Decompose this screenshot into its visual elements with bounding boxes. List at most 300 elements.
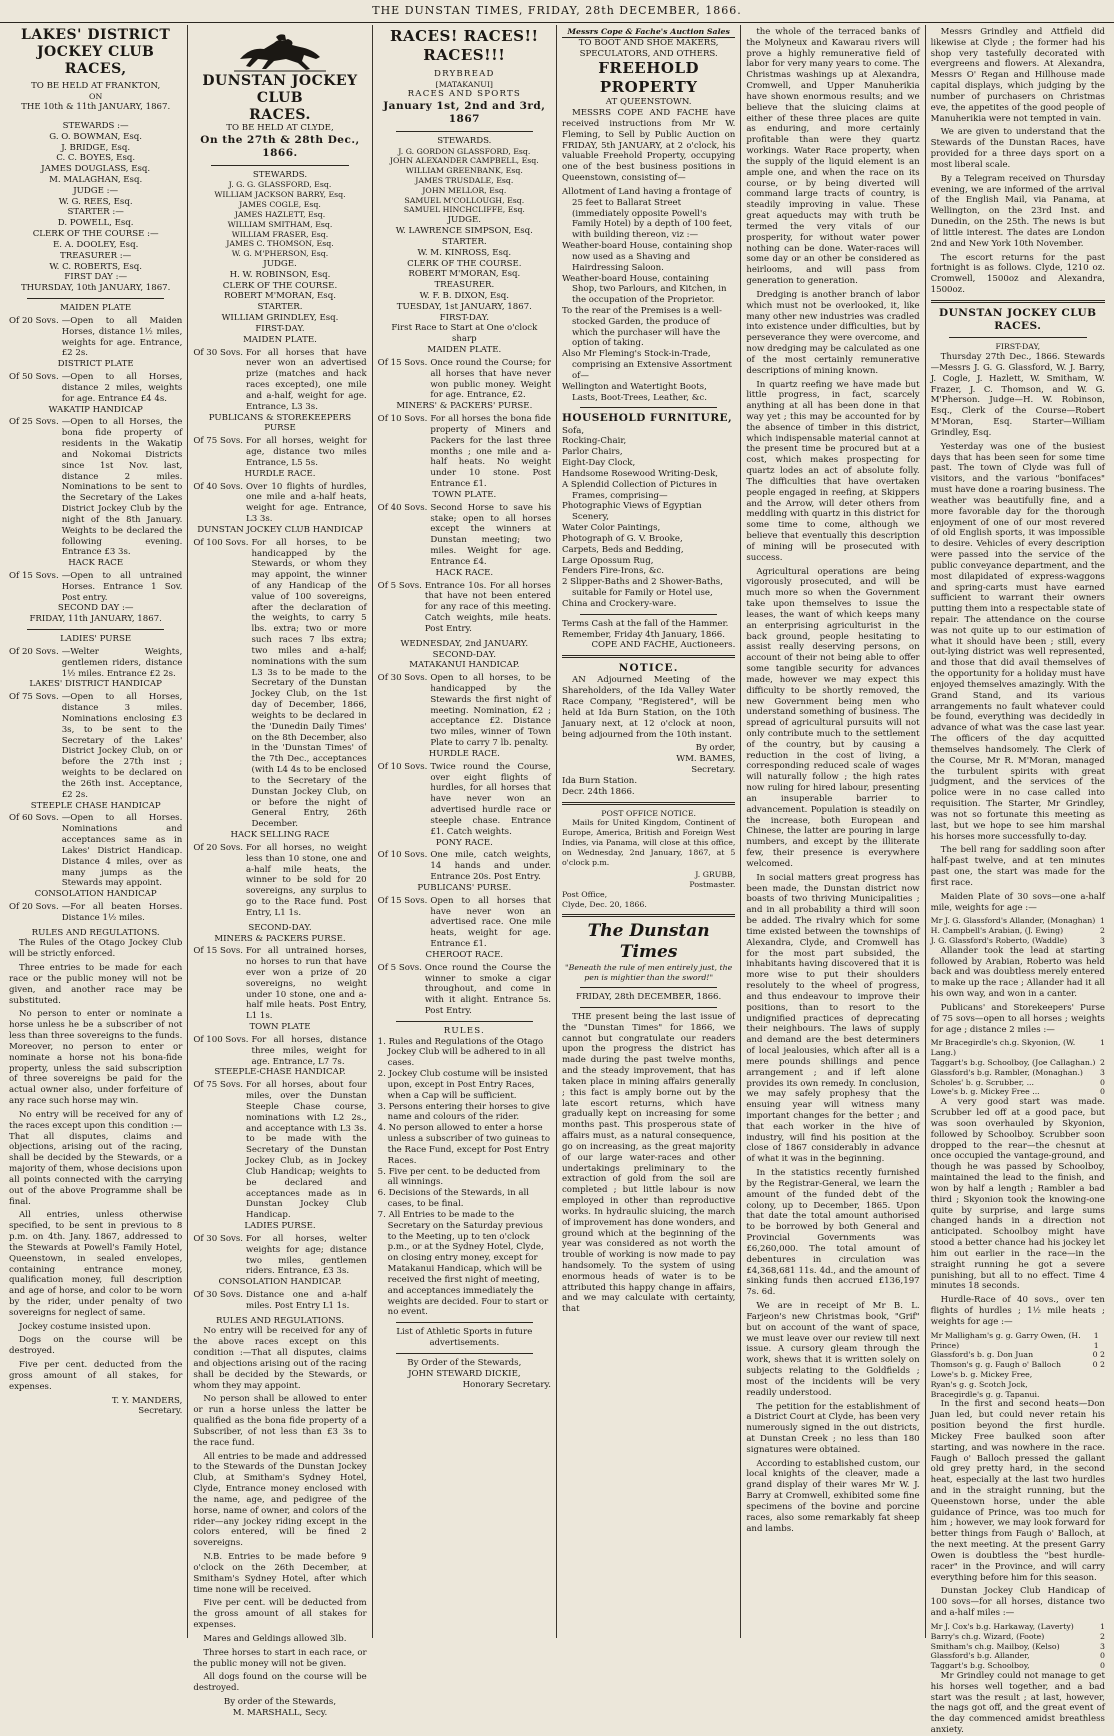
stewards-list <box>193 180 366 259</box>
starter-label: STARTER. <box>441 236 487 247</box>
auction-intro: MESSRS COPE AND FACHE have received instructions from Mr W. Fleming, to Sell by Public Auction on FRIDAY, 5th JANUARY, at 2 o'clock, his valuable Freehold Property, occupying one of the best business positions in Queenstown, consisting of— <box>561 108 736 184</box>
race-title: CHEROOT RACE. <box>425 949 504 960</box>
horse-name: Lowe's b. g. Mickey Free ... <box>930 1087 1040 1097</box>
report-paragraph: Thursday 27th Dec., 1866. Stewards—Messrs J. G. G. Glassford, W. J. Barry, J. Cogle, J. Hazlett, W. Smitham, W. Frazer, J. C. Thomson, and W. G. M'Pherson. Judge—H. W. Robinson, Esq., Clerk of the Course—Robert M'Moran, Esq. Starter—William Grindley, Esq. <box>930 352 1105 438</box>
race-list <box>378 345 551 635</box>
race-stake: Of 20 Sovs. <box>193 842 244 853</box>
starter: W. M. KINROSS, Esq. <box>417 247 512 258</box>
rules-list <box>378 1037 551 1319</box>
race-stake: Of 100 Sovs. <box>193 537 249 548</box>
horse-name: Scholes' b. g. Scrubber, ... <box>930 1077 1035 1087</box>
result-row <box>931 916 1105 926</box>
result-row <box>931 1068 1105 1078</box>
clerk-label: CLERK OF THE COURSE. <box>407 258 522 269</box>
race-stake: Of 30 Sovs. <box>193 1233 244 1244</box>
race-list <box>9 303 182 603</box>
judge-label: JUDGE. <box>263 258 297 269</box>
race-title: HURDLE RACE. <box>428 748 500 759</box>
steward: JAMES C. THOMSON, Esq. <box>226 239 334 249</box>
report-paragraph: A very good start was made. Scrubber led off at a good pace, but was soon overhauled by Skyonion, followed by Schoolboy. Scrubber soon dropped to the rear—the chesnut at once occupied the vantage-ground, and though he was passed by Schoolboy, maintained the lead to the finish, and won by half a length ; Rambler a bad third ; Skyonion took the knowing-one quite by surprise, and large sums changed hands in a direction not anticipated. Schoolboy might have stood a better chance had his jockey let him out earlier in the race—in the straight running he got a severe punishing, but all to no effect. Time 4 minutes 18 seconds. <box>930 1097 1105 1292</box>
news-paragraphs <box>931 27 1105 296</box>
placing: 1 <box>1100 1621 1105 1631</box>
day-label: FIRST DAY :— <box>64 272 128 283</box>
race-report-day: FIRST-DAY, <box>995 342 1041 352</box>
pictures-list <box>562 501 735 609</box>
race-entry <box>9 571 182 603</box>
day-label: SECOND-DAY. <box>248 922 312 933</box>
picture-item: China and Crockery-ware. <box>561 598 677 609</box>
rule-item: Five per cent. will be deducted from the gross amount of all stakes for expenses. <box>193 1598 367 1631</box>
terms: Terms Cash at the fall of the Hammer. <box>561 618 729 629</box>
steward: WILLIAM JACKSON BARRY, Esq. <box>214 190 346 200</box>
race-stake: Of 40 Sovs. <box>377 502 428 513</box>
treasurer: W. F. B. DIXON, Esq. <box>419 291 509 301</box>
treasurer: W. C. ROBERTS, Esq. <box>49 261 142 272</box>
race-entry <box>193 843 366 919</box>
furniture-item: Rocking-Chair, <box>561 436 627 447</box>
editorial-paragraph: In the statistics recently furnished by the Registrar-General, we learn the amount of the funded debt of the colony, up to December, 1865. Upon that date the total amount authorised to be borrowed by both General and Provincial Governments was £6,260,000. The total amount of debentures in circulation was £4,368,681 11s. 4d., and the amount of sinking funds then accrued £136,197 7s. 6d. <box>746 1168 920 1298</box>
race-entry <box>193 1290 366 1312</box>
column-lakes-district-races <box>4 25 188 1638</box>
horse-name: Bracegirdle's g. g. Tapanui. <box>930 1389 1040 1399</box>
result-row <box>931 1078 1105 1088</box>
race-stake: Of 75 Sovs. <box>9 692 59 703</box>
judge: W. G. REES, Esq. <box>58 196 133 207</box>
placing: 3 <box>1100 935 1105 945</box>
horse-name: Taggart's b.g. Schoolboy, (Joe Callaghan.) <box>930 1058 1096 1068</box>
rule-item: 6. Decisions of the Stewards, in all cases, to be final. <box>377 1188 530 1210</box>
race-entry <box>9 417 182 558</box>
stewards-label: STEWARDS :— <box>62 120 129 131</box>
placing: 1 <box>1100 916 1105 926</box>
furniture-item: Parlor Chairs, <box>561 447 623 458</box>
editorial-paragraph: THE present being the last issue of the "Dunstan Times" for 1866, we cannot but congratulate our readers upon the progress the district has made during the past twelve months, and the steady improvement, that has taken place in mining affairs generally ; this fact is amply borne out by the late escort returns, which have gradually kept on increasing for some months past. This prosperous state of affairs must, as a natural consequence, go on increasing, as the great majority of our large water-races and other undertakings preliminary to the extraction of gold from the soil are completed ; but little labour is now employed in other than reproductive works. In hydraulic sluicing, the march of improvement has done wonders, and ground which at the beginning of the year was considered as not worth the trouble of working is now made to pay handsomely. To the system of using enormous heads of water is to be attributed this happy change in affairs, and we may calculate with certainty, that <box>561 1011 736 1315</box>
race-conditions: —Open to all Horses, the bona fide property of residents in the Wakatip and Nokomai Districts since 1st Nov. last, distance 2 miles. Nominations to be sent to the Secretary of the Lakes District Jockey Club by the night of the 8th January. Weights to be declared the following evening. Entrance £3 3s. <box>61 417 183 558</box>
placing: 0 2 <box>1092 1350 1105 1360</box>
stewards-list <box>378 147 551 216</box>
race-stake: Of 5 Sovs. <box>377 962 422 973</box>
race-entry <box>9 692 182 800</box>
venue: TO BE HELD AT CLYDE, <box>226 123 334 134</box>
judge: H. W. ROBINSON, Esq. <box>229 269 331 280</box>
race-conditions: Entrance 10s. For all horses that have not been entered for any race of this meeting. Catch weights, mile heats. Post Entry. <box>424 580 551 634</box>
horse-name: Smitham's ch.g. Mailboy, (Kelso) <box>930 1641 1060 1651</box>
race-stake: Of 60 Sovs. <box>9 813 59 824</box>
notice-role: Secretary. <box>691 765 736 776</box>
race-title: TOWN PLATE <box>249 1022 311 1033</box>
day-label: SECOND DAY :— <box>57 603 134 614</box>
picture-item: Photograph of G. V. Brooke, <box>561 533 683 544</box>
picture-item: Water Color Paintings, <box>561 523 661 534</box>
clerk: ROBERT M'MORAN, Esq. <box>408 269 521 280</box>
results-maiden <box>931 916 1105 945</box>
notice-place: Ida Burn Station. <box>561 775 638 786</box>
race-report-paragraphs <box>931 1399 1105 1619</box>
judge: W. LAWRENCE SIMPSON, Esq. <box>395 226 533 237</box>
steward: JOHN MELLOR, Esq. <box>422 185 507 195</box>
race-conditions: Twice round the Course, over eight flights of hurdles, for all horses that have never won an advertised hurdle race or steeple chase. Entrance £1. Catch weights. <box>430 761 551 837</box>
starter-label: STARTER :— <box>67 207 124 218</box>
horse-name: Glassford's b. g. Don Juan <box>930 1350 1034 1360</box>
ad-title-line2: DRYBREAD <box>434 68 495 79</box>
first-race-note: First Race to Start at One o'clock sharp <box>391 323 538 345</box>
horse-name: J. G. Glassford's Roberto, (Waddle) <box>930 935 1068 945</box>
race-stake: Of 30 Sovs. <box>377 673 428 684</box>
race-stake: Of 10 Sovs. <box>377 761 428 772</box>
result-row <box>931 1331 1105 1351</box>
rule-item: The Rules of the Otago Jockey Club will be strictly enforced. <box>9 938 183 960</box>
column-dunstan-jockey-club <box>188 25 372 1718</box>
stewards-label: STEWARDS. <box>437 135 492 146</box>
steward: JOHN ALEXANDER CAMPBELL, Esq. <box>389 156 539 166</box>
race-title: TOWN PLATE. <box>432 489 497 500</box>
race-conditions: —Open to all Maiden Horses, distance 1½ miles, weights for age. Entrance, £2 2s. <box>61 315 183 359</box>
rule-item: All entries to be made and addressed to the Stewards of the Dunstan Jockey Club, at Smitham's Sydney Hotel, Clyde, Entrance money enclosed with the name, age, and pedigree of the horse, name of owner, and colors of the rider—any jockey riding except in the colors entered, will be fined 2 sovereigns. <box>193 1451 367 1549</box>
placing: 0 <box>1100 1087 1105 1097</box>
ad-subtitle: [MATAKANUI] <box>435 79 493 89</box>
rule-item: 7. All Entries to be made to the Secretary on the Saturday previous to the Meeting, up to ten o'clock p.m., or at the Sydney Hotel, Clyde, on closing entry money, except for Matakanui Handicap, which will be received the first night of meeting, and acceptances immediately the weights are decided. Four to start or no event. <box>377 1209 549 1318</box>
rule-item: 4. No person allowed to enter a horse unless a subscriber of two guineas to the Race Fund, except for Post Entry Races. <box>377 1123 551 1166</box>
rule-item: 3. Persons entering their horses to give name and colours of the rider. <box>377 1101 550 1123</box>
race-stake: Of 40 Sovs. <box>193 481 244 492</box>
race-title: HACK SELLING RACE <box>230 830 330 841</box>
race-entry <box>193 348 366 413</box>
steward: JAMES COGLE, Esq. <box>239 200 321 210</box>
horse-name: Lowe's b. g. Mickey Free, <box>930 1369 1033 1379</box>
race-stake: Of 15 Sovs. <box>377 895 428 906</box>
auction-header: Messrs Cope & Fache's Auction Sales <box>562 27 735 38</box>
column-editorial-continued <box>741 25 925 1638</box>
editorial-paragraph: The petition for the establishment of a District Court at Clyde, has been very numerously signed in the out districts, at Dunstan Creek ; no less than 180 signatures were obtained. <box>746 1401 920 1455</box>
race-entry <box>193 436 366 468</box>
day-label: FIRST-DAY. <box>255 323 305 334</box>
treasurer-label: TREASURER :— <box>60 250 132 261</box>
race-stake: Of 100 Sovs. <box>193 1034 249 1045</box>
race-title: MAIDEN PLATE <box>60 303 132 314</box>
race-stake: Of 15 Sovs. <box>193 946 244 957</box>
rule-item: No entry will be received for any of the above races except on this condition :—That all disputes, claims and objections arising out of the racing shall be decided by the Stewards, or whom they may appoint. <box>193 1326 367 1391</box>
report-paragraph: Yesterday was one of the busiest days that has been seen for some time past. The town of Clyde was full of visitors, and the various "bonifaces" must have done a roaring business. The weather was beautifully fine, and a more favorable day for the thorough enjoyment of one of our most revered of old English sports, it was impossible to desire. Vehicles of every description were passed into the service of the public conveyance department, and the most dilapidated of express-waggons and spring-carts must have earned sufficient to warrant their owners putting them into a respectable state of repair. The attendance on the course was not quite up to our estimation of what it should have been ; still, every out-lying district was well represented, and those that did avail themselves of the opportunity for a holiday must have enjoyed themselves amazingly. With the Grand Stand, and its various arrangements no fault whatever could be found, everything was decidedly in advance of what was the case last year. The officers of the day acquitted themselves handsomely. The Clerk of the Course, Mr R. M'Moran, managed the turbulent spirits with great judgment, and the services of the police were in no case called into requisition. The Starter, Mr Grindley, was not so fortunate this meeting as last, but we hope to see him marshal his horses more successfully to-day. <box>930 441 1105 842</box>
race-title: MAIDEN PLATE. <box>243 334 317 345</box>
rule-item: No entry will be received for any of the races except upon this condition :—That all disputes, claims and objections, arising out of the racing, shall be decided by the Stewards, or a majority of them, whose decisions upon all points connected with the carrying out of the above Programme shall be final. <box>9 1109 183 1207</box>
rule-item: No person shall be allowed to enter or run a horse unless the latter be qualified as the bona fide property of a Subscriber, of not less than £3 3s to the race fund. <box>193 1394 367 1448</box>
freehold-location: AT QUEENSTOWN. <box>605 97 692 108</box>
ad-title-line2: RACES. <box>249 106 311 123</box>
race-conditions: For all horses, distance three miles, weight for age. Entrance, L7 7s. <box>251 1034 367 1067</box>
race-entry <box>193 538 366 830</box>
race-conditions: For all horses, to be handicapped by the Stewards, or whom they may appoint, the winner of any Handicap of the value of 100 sovereigns, after the declaration of the weights, to carry 5 lbs. extra; two or more such races 7 lbs extra; two miles and a-half; nominations with the sum L3 3s to be made to the Secretary of the Dunstan Jockey Club, on the 1st day of December, 1866, weights to be declared in the 'Dunedin Daily Times' on the 8th December, also in the 'Dunstan Times' of the 7th Dec., acceptances (with L4 4s to be enclosed to the Secretary of the Dunstan Jockey Club, on or before the night of General Entry, 26th December. <box>251 537 367 830</box>
race-title: LAKES' DISTRICT HANDICAP <box>29 679 162 690</box>
result-row <box>931 1058 1105 1068</box>
steward: W. G. M'PHERSON, Esq. <box>231 249 329 259</box>
results-purse <box>931 1038 1105 1097</box>
race-entry <box>9 902 182 924</box>
editorial-paragraph: the whole of the terraced banks of the Molyneux and Kawarau rivers will prove a highly remunerative field of labor for very many years to come. The Christmas washings up at Alexandra, Cromwell, and Upper Manuherikia have shown enormous results; and we believe that the sluicing claims at either of these three places are quite as enduring, and more certainly profitable than were they quartz workings. Water Race property, when the supply of the liquid element is an ample one, and when the race on its course, or by being diverted will command large tracts of country, is steadily improving in value. These great aqueducts may with truth be termed the very vitals of our prosperity, for without water power nothing can be done. Water-races will some day or an other be considered as heirlooms, and will pass from generation to generation. <box>746 27 920 287</box>
race-title: MINERS' & PACKERS' PURSE. <box>396 401 533 412</box>
placing: 3 <box>1100 1067 1105 1077</box>
race-stake: Of 10 Sovs. <box>377 850 428 861</box>
ad-title-line1: LAKES' DISTRICT <box>21 27 171 43</box>
placing: 2 <box>1100 1631 1105 1641</box>
race-report-paragraphs <box>931 946 1105 1036</box>
race-stake: Of 30 Sovs. <box>193 347 244 358</box>
horse-name: H. Campbell's Arabian, (J. Ewing) <box>930 926 1064 936</box>
race-entry <box>193 1234 366 1277</box>
report-paragraph: Mr Grindley could not manage to get his horses well together, and a bad start was the result ; at last, however, the nags got off, and the great event of the day commenced amidst breathless anxiety. <box>930 1671 1105 1736</box>
race-conditions: Open to all horses, to be handicapped by the Stewards the first night of meeting. Nomination, £2 ; acceptance £2. Distance two miles, winner of Town Plate to carry 7 lb. penalty. <box>430 673 551 749</box>
column-race-report <box>926 25 1110 1736</box>
auction-lot: Weather-board House, containing shop now used as a Shaving and Hairdressing Saloon. <box>561 241 733 273</box>
race-entry <box>378 358 551 401</box>
horse-name: Ryan's g. g. Scotch Jock, <box>930 1379 1028 1389</box>
race-conditions: For all horses, about four miles, over the Dunstan Steeple Chase course, nominations with L2 2s., and acceptance with L3 3s. to be made with the Secretary of the Dunstan Jockey Club, as in Jockey Club Handicap; weights to be declared and acceptances made as in Dunstan Jockey Club Handicap. <box>246 1080 367 1221</box>
race-conditions: —Welter Weights, gentlemen riders, distance 1½ miles. Entrance £2 2s. <box>61 646 183 679</box>
placing: 0 <box>1100 1077 1105 1087</box>
race-entry <box>193 1080 366 1221</box>
steward: WILLIAM GREENBANK, Esq. <box>405 166 523 176</box>
race-entry <box>9 813 182 889</box>
auction-lot: Also Mr Fleming's Stock-in-Trade, comprising an Extensive Assortment of— <box>561 349 732 381</box>
results-hurdle <box>931 1331 1105 1400</box>
treasurer-label: TREASURER. <box>434 280 495 291</box>
race-title: CONSOLATION HANDICAP. <box>218 1277 342 1288</box>
race-report-paragraphs <box>931 1671 1105 1736</box>
auction-lot: Wellington and Watertight Boots, Lasts, Boot-Trees, Leather, &c. <box>561 381 707 403</box>
rules-list <box>9 938 182 1392</box>
race-stake: Of 50 Sovs. <box>9 372 59 383</box>
race-list <box>9 634 182 924</box>
auction-lots <box>562 187 735 404</box>
race-report-paragraphs <box>931 1097 1105 1327</box>
result-row <box>931 1661 1105 1671</box>
result-row <box>931 1350 1105 1360</box>
editorial-paragraph: In quartz reefing we have made but little progress, in fact, scarcely anything at all has been done in that way yet ; this may be accounted for by the absence of timber in this district, which indispensable material cannot at the present time be procured but at a cost, which makes prospecting for quartz lodes an act of absolute folly. The difficulties that have overtaken people engaged in reefing, at Skippers and the Arrow, will deter others from meddling with quartz in this district for some time to come, although we believe that eventually this description of mining will be prosecuted with success. <box>746 379 920 563</box>
race-title: DUNSTAN JOCKEY CLUB HANDICAP <box>197 524 363 535</box>
race-conditions: For all horses, no weight less than 10 stone, one and a-half mile heats, the winner to be sold for 20 sovereigns, any surplus to go to the Race fund. Post Entry, L1 1s. <box>246 842 367 918</box>
race-title: MINERS & PACKERS PURSE. <box>214 933 346 944</box>
editorial-paragraph: Agricultural operations are being vigorously prosecuted, and will be much more so when the Government take upon themselves to issue the leases, the want of which keeps many an enterprising agriculturist in the back ground, people hesitating to assist really deserving persons, on account of their not being able to offer some tangible security for advances made, however we may expect this difficulty to be shortly removed, the new Government being men who understand something of business. The spread of agricultural pursuits will not only contribute much to the settlement of the country, but by causing a reduction in the cost of living, a corresponding reduced scale of wages will naturally follow ; the high rates now ruling for hired labour, presenting an insuperable barrier to advancement. Population is steadily on the increase, both European and Chinese, the latter are pouring in large numbers, and except by the illiterate few, their presence is everywhere welcomed. <box>746 566 920 869</box>
race-conditions: —Open to all Horses, distance 3 miles. Nominations enclosing £3 3s, to be sent to the Secretary of the Lakes' District Jockey Club, on or before the 27th inst ; weights to be declared on the 26th inst. Acceptance, £2 2s. <box>61 692 183 800</box>
rule-item: Three horses to start in each race, or the public money will not be given. <box>193 1647 367 1669</box>
rule-item: N.B. Entries to be made before 9 o'clock on the 26th December, at Smitham's Sydney Hotel, after which time none will be received. <box>193 1552 367 1595</box>
race-title: HACK RACE. <box>435 567 494 578</box>
race-conditions: Distance one and a-half miles. Post Entry L1 1s. <box>246 1290 367 1311</box>
steward: WILLIAM SMITHAM, Esq. <box>227 219 333 229</box>
race-title: STEEPLE-CHASE HANDICAP. <box>214 1067 346 1078</box>
editorial-paragraph: We are in receipt of Mr B. L. Farjeon's new Christmas book, "Grif" but on account of the want of space, we must leave over our review till next issue. A cursory gleam through the work, shews that it is written solely on subjects relating to the Goldfields ; most of the incidents will be very readily understood. <box>746 1301 920 1398</box>
placing: 0 <box>1100 1651 1105 1661</box>
ad-title-line3: RACES AND SPORTS <box>407 89 521 100</box>
report-paragraph: Allander took the lead at starting followed by Arabian, Roberto was held back and was doubtless merely entered to make up the race ; Allander had it all his own way, and won in a canter. <box>930 945 1105 1000</box>
horse-name: Thomson's g. g. Faugh o' Balloch <box>930 1360 1061 1370</box>
steward: JAMES HAZLETT, Esq. <box>234 209 326 219</box>
horse-name: Mr J. Cox's b.g. Harkaway, (Laverty) <box>930 1621 1074 1631</box>
column-drybread-races <box>373 25 557 1638</box>
race-title: HURDLE RACE. <box>244 468 316 479</box>
furniture-item: Eight-Day Clock, <box>561 458 636 469</box>
race-stake: Of 20 Sovs. <box>9 315 59 326</box>
signature-role: Honorary Secretary. <box>462 1379 551 1390</box>
race-title: MATAKANUI HANDICAP. <box>409 660 520 671</box>
result-row <box>931 936 1105 946</box>
day-label: SECOND-DAY. <box>432 649 496 660</box>
report-paragraph: Maiden Plate of 30 sovs—one a-half mile, weights for age :— <box>930 891 1105 913</box>
rule-item: Dogs on the course will be destroyed. <box>9 1335 183 1357</box>
result-row <box>931 1370 1105 1380</box>
result-row <box>931 1632 1105 1642</box>
race-entry <box>378 896 551 950</box>
on-label: ON <box>89 92 103 102</box>
placing: 3 <box>1100 1641 1105 1651</box>
rule-item: Three entries to be made for each race or the public money will not be given, and another race may be substituted. <box>9 963 183 1006</box>
steward: J. BRIDGE, Esq. <box>61 142 131 153</box>
steward: SAMUEL HINCHCLIFFE, Esq. <box>403 205 525 215</box>
signature-role: Secretary. <box>138 1406 183 1417</box>
race-conditions: For all untrained horses, no horses to run that have ever won a prize of 20 sovereigns, no weight under 10 stone, one and a-half mile heats. Post Entry, L1 1s. <box>246 946 367 1022</box>
race-stake: Of 75 Sovs. <box>193 1080 244 1091</box>
rule-item: 1. Rules and Regulations of the Otago Jockey Club will be adhered to in all cases. <box>377 1036 546 1069</box>
picture-item: Photographic Views of Egyptian Scenery, <box>561 501 702 523</box>
issue-date: FRIDAY, 28th DECEMBER, 1866. <box>576 992 722 1003</box>
news-paragraph: By a Telegram received on Thursday evening, we are informed of the arrival of the English Mail, via Panama, at Wellington, on the 23rd Inst. and Dunedin, on the 25th. The news is but of little interest. The dates are London 2nd and New York 10th November. <box>930 173 1105 249</box>
editorial-paragraph: Dredging is another branch of labor which must not be overlooked, it, like many other new industries was cradled into existence under difficulties, but by perseverance they were overcome, and now dredging may be calculated as one of the most certainly remunerative descriptions of mining known. <box>746 289 920 376</box>
race-entry <box>193 1035 366 1067</box>
post-office-role: Postmaster. <box>689 880 736 890</box>
race-title: PONY RACE. <box>435 837 493 848</box>
clerk: ROBERT M'MORAN, Esq. <box>224 291 336 302</box>
placing: 0 2 <box>1092 1360 1105 1370</box>
race-stake: Of 15 Sovs. <box>377 357 428 368</box>
clerk: E. A. DOOLEY, Esq. <box>53 239 139 250</box>
auctioneers: COPE AND FACHE, Auctioneers. <box>591 640 736 651</box>
pictures-intro: A Splendid Collection of Pictures in Frames, comprising— <box>561 479 717 501</box>
placing: 2 <box>1100 926 1105 936</box>
race-title: MAIDEN PLATE. <box>427 345 502 356</box>
race-entry <box>193 482 366 525</box>
race-conditions: For all horses, weight for age, distance two miles Entrance, L5 5s. <box>246 436 367 468</box>
steward: J. G. G. GLASSFORD, Esq. <box>228 180 332 190</box>
placing: 2 <box>1100 1058 1105 1068</box>
notice-date: Decr. 24th 1866. <box>561 786 635 797</box>
race-conditions: —Open to all Horses, distance 2 miles, weights for age. Entrance £4 4s. <box>61 372 183 404</box>
post-office-date: Clyde, Dec. 20, 1866. <box>561 899 647 909</box>
race-stake: Of 5 Sovs. <box>377 580 422 591</box>
steward: C. C. BOYES, Esq. <box>56 153 136 164</box>
race-list <box>193 934 366 1312</box>
auction-lot: Allotment of Land having a frontage of 25 feet to Ballarat Street (immediately opposite Powell's Family Hotel) by a depth of 100 feet, with building thereon, viz :— <box>561 186 733 241</box>
result-row <box>931 1038 1105 1058</box>
race-conditions: For all horses the bona fide property of Miners and Packers for the last three months ; one mile and a-half heats. No weight under 10 stone. Post Entrance £1. <box>430 414 551 490</box>
race-entry <box>378 581 551 635</box>
result-row <box>931 1622 1105 1632</box>
race-entry <box>9 647 182 679</box>
steward: M. MALAGHAN, Esq. <box>49 175 143 185</box>
race-conditions: Open to all horses that have never won an advertised race. One mile heats, weight for age. Entrance £1. <box>430 895 551 950</box>
ad-title-line1: RACES! RACES!! RACES!!! <box>390 27 539 64</box>
race-title: DISTRICT PLATE <box>57 359 134 370</box>
race-conditions: —Open to all untrained Horses. Entrance 1 Sov. Post entry. <box>61 570 183 603</box>
steward: JAMES TRUSDALE, Esq. <box>415 175 514 185</box>
race-stake: Of 20 Sovs. <box>9 902 59 912</box>
clerk-label: CLERK OF THE COURSE :— <box>32 229 159 240</box>
notice-text: AN Adjourned Meeting of the Shareholders, of the Ida Valley Water Race Company, "Registered", will be held at Ida Burn Station, on the 10th January next, at 12 o'clock at noon, being adjourned from the 10th instant. <box>561 675 736 740</box>
day-date: TUESDAY, 1st JANUARY, 1867. <box>396 301 532 312</box>
steward: J. G. GORDON GLASSFORD, Esq. <box>398 146 531 156</box>
remember: Remember, Friday 4th January, 1866. <box>561 629 726 640</box>
starter-label: STARTER. <box>257 302 303 313</box>
race-entry <box>378 673 551 749</box>
dates: THE 10th & 11th JANUARY, 1867. <box>21 102 171 113</box>
race-title: LADIES PURSE. <box>244 1221 316 1232</box>
race-entry <box>378 762 551 838</box>
furniture-item: Sofa, <box>561 425 585 436</box>
signature: T. Y. MANDERS, <box>111 1395 183 1406</box>
furniture-title: HOUSEHOLD FURNITURE, <box>561 412 733 425</box>
race-title: LADIES' PURSE <box>60 634 132 645</box>
race-entry <box>378 850 551 882</box>
picture-item: Carpets, Beds and Bedding, <box>561 544 684 555</box>
rule-item: Mares and Geldings allowed 3lb. <box>203 1633 347 1644</box>
race-entry <box>193 946 366 1022</box>
news-paragraph: We are given to understand that the Stewards of the Dunstan Races, have provided for a three days sport on a most liberal scale. <box>930 127 1105 170</box>
rule-item: 2. Jockey Club costume will be insisted upon, except in Post Entry Races, when a Cap will be sufficient. <box>377 1069 548 1101</box>
race-report-paragraphs <box>931 352 1105 913</box>
steward: WILLIAM FRASER, Esq. <box>231 229 329 239</box>
picture-item: 2 Slipper-Baths and 2 Shower-Baths, suitable for Family or Hotel use, <box>561 577 723 599</box>
editorial-paragraph: In social matters great progress has been made, the Dunstan district now boasts of two thriving Municipalities ; and in all probability a third will soon be added. The rivalry which for some time existed between the townships of Alexandra, Clyde, and Cromwell has for the most part subsided, the inhabitants having discovered that it is more wise to put their shoulders resolutely to the wheel of progress, and thus endeavour to improve their positions, than to resort to the undignified practices of deprecating their neighbours. The laws of supply and demand are the best determiners of local jealousies, which after all is a mere pounds shillings and pence arrangement ; and if left alone provides its own remedy. In conclusion, we may safely prophesy that the ensuing year will witness many important changes for the better ; and that each worker in the hive of industry, will find his position at the close of 1867 considerably in advance of what it was in the beginning. <box>746 872 920 1165</box>
placing: 0 <box>1100 1661 1105 1671</box>
racehorse-engraving <box>230 29 330 73</box>
auction-lot: Weather-board House, containing Shop, two Parlours, and Kitchen, in the occupation of the Proprietor. <box>561 273 727 306</box>
day-date: FRIDAY, 11th JANUARY, 1867. <box>29 614 162 625</box>
rule-item: No person to enter or nominate a horse unless he be a subscriber of not less than three sovereigns to the funds. Moreover, no person to enter or nominate a horse not his bona-fide property, unless the said subscription of three sovereigns be paid for the actual owner also, under forfeiture of any race such horse may win. <box>9 1009 183 1107</box>
rule-item: 5. Five per cent. to be deducted from all winnings. <box>377 1166 541 1188</box>
notice-order: By order, <box>695 743 736 754</box>
stewards-list <box>9 132 182 186</box>
race-conditions: —For all beaten Horses. Distance 1½ miles. <box>61 902 183 923</box>
result-row <box>931 926 1105 936</box>
rule-item: All entries, unless otherwise specified, to be sent in previous to 8 p.m. on 4th. Jany. 1867, addressed to the Stewards at Powell's Family Hotel, Queenstown, in sealed envelopes, containing entrance money, qualification money, full description and age of horse, and color to be worn by the rider, under penalty of two sovereigns for neglect of same. <box>9 1210 183 1318</box>
report-paragraph: Dunstan Jockey Club Handicap of 100 sovs—for all horses, distance two and a-half miles :— <box>930 1586 1105 1619</box>
starter: D. POWELL, Esq. <box>57 218 134 229</box>
race-conditions: Over 10 flights of hurdles, one mile and a-half heats, weight for age. Entrance, L3 3s. <box>246 481 367 525</box>
horse-name: Mr J. G. Glassford's Allander, (Monaghan) <box>930 916 1096 926</box>
judge-label: JUDGE. <box>447 215 482 226</box>
race-entry <box>9 372 182 404</box>
race-conditions: One mile, catch weights, 14 hands and under. Entrance 20s. Post Entry. <box>430 850 551 883</box>
furniture-item: Handsome Rosewood Writing-Desk, <box>561 468 719 479</box>
result-row <box>931 1651 1105 1661</box>
post-office-title: POST OFFICE NOTICE. <box>601 808 696 818</box>
race-stake: Of 10 Sovs. <box>377 414 428 425</box>
rules-title: RULES AND REGULATIONS. <box>216 1315 344 1326</box>
auction-to: TO BOOT AND SHOE MAKERS, SPECULATORS, AND OTHERS. <box>578 37 719 59</box>
post-office-place: Post Office, <box>561 890 608 900</box>
signature-line: By Order of the Stewards, <box>407 1357 522 1368</box>
dates: On the 27th & 28th Dec., 1866. <box>200 134 360 160</box>
report-paragraph: Publicans' and Storekeepers' Purse of 75 sovs—open to all horses ; weights for age ; distance 2 miles :— <box>930 1002 1105 1035</box>
rules-title: RULES AND REGULATIONS. <box>31 927 160 938</box>
race-title: STEEPLE CHASE HANDICAP <box>30 800 161 811</box>
race-title: PUBLICANS' PURSE. <box>417 882 512 893</box>
race-entry <box>9 316 182 359</box>
report-paragraph: Hurdle-Race of 40 sovs., over ten flights of hurdles ; 1½ mile heats ; weights for age :— <box>930 1295 1105 1327</box>
steward: JAMES DOUGLASS, Esq. <box>41 164 151 175</box>
rule-item: Five per cent. deducted from the gross amount of all stakes, for expenses. <box>9 1360 183 1392</box>
horse-name: Mr Bracegirdle's ch.g. Skyonion, (W. Lang.) <box>930 1038 1076 1058</box>
race-stake: Of 20 Sovs. <box>9 646 59 657</box>
notice-signature: WM. BAMES, <box>676 754 736 765</box>
